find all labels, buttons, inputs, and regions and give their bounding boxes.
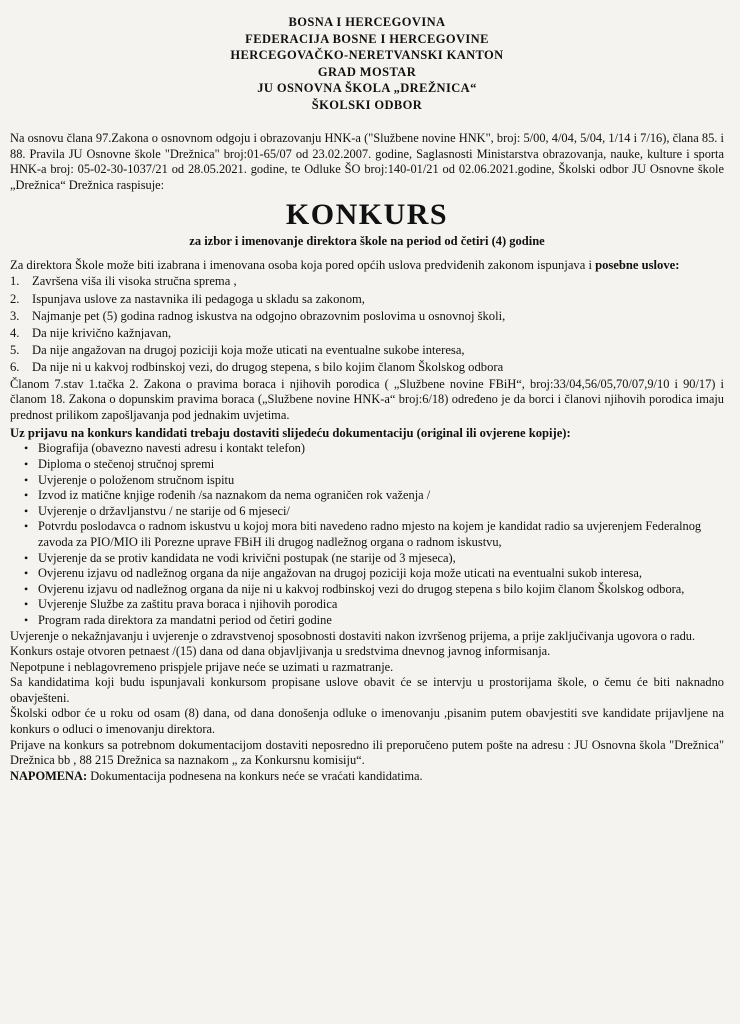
bullet-icon: • (24, 488, 29, 503)
document-item (10, 582, 724, 598)
document-text: Uvjerenje o položenom stručnom ispitu (38, 472, 235, 487)
closing-paragraph: Konkurs ostaje otvoren petnaest /(15) dana od dana objavljivanja u sredstvima dnevnog javnog informisanja. (10, 644, 551, 659)
header-line: ŠKOLSKI ODBOR (311, 97, 423, 112)
bullet-icon: • (24, 581, 29, 596)
bullet-icon: • (24, 472, 29, 487)
napomena-text: Dokumentacija podnesena na konkurs neće se vraćati kandidatima. (87, 768, 423, 783)
document-text: Program rada direktora za mandatni period od četiri godine (38, 612, 332, 627)
header-line: BOSNA I HERCEGOVINA (288, 15, 446, 29)
lead-text: Za direktora Škole može biti izabrana i imenovana osoba koja pored općih uslova predviđenih zakonom ispunjava i (10, 258, 596, 273)
document-item (10, 441, 724, 457)
condition-text: Ispunjava uslove za nastavnika ili pedagoga u skladu sa zakonom, (32, 291, 365, 306)
closing-paragraph: Sa kandidatima koji budu ispunjavali konkursom propisane uslove obavit će se intervju u prostorijama škole, o čemu će biti naknadno obavješteni. (10, 675, 724, 705)
condition-item (10, 325, 724, 342)
document-header (10, 14, 724, 113)
bullet-icon: • (24, 550, 29, 565)
document-item (10, 504, 724, 520)
document-text: Uvjerenje o državljanstvu / ne starije od 6 mjeseci/ (38, 503, 290, 518)
document-item (10, 597, 724, 613)
condition-item (10, 273, 724, 290)
closing-paragraphs (10, 629, 724, 769)
header-line: HERCEGOVAČKO-NERETVANSKI KANTON (230, 48, 504, 62)
condition-text: Da nije krivično kažnjavan, (32, 325, 172, 340)
condition-item (10, 342, 724, 359)
condition-item (10, 359, 724, 376)
condition-number: 6. (10, 360, 20, 375)
document-text: Uvjerenje da se protiv kandidata ne vodi krivični postupak (ne starije od 3 mjeseca), (38, 550, 456, 565)
document-item (10, 566, 724, 582)
intro-paragraph: Na osnovu člana 97.Zakona o osnovnom odgoju i obrazovanju HNK-a ("Službene novine HNK", broj: 5/00, 4/04, 5/04, 1/14 i 7/16), člana 85. i 88. Pravila JU Osnovne škole "Drežnica" broj:01-65/07 od 23.02.2007. godine, Saglasnosti Ministarstva obrazovanja, nauke, kulture i sporta HNK-a broj: 05-02-30-1037/21 od 28.05.2021. godine, te Odluke ŠO broj:140-01/21 od 02.06.2021.godine, Školski odbor JU Osnovne škole „Drežnica“ Drežnica raspisuje: (10, 131, 724, 192)
veterans-paragraph: Članom 7.stav 1.tačka 2. Zakona o pravima boraca i njihovih porodica ( „Službene novine FBiH“, broj:33/04,56/05,70/07,9/10 i 90/17) i članom 18. Zakona o dopunskim pravima boraca („Službene novine HNK-a“ broj:6/18) određeno je da borci i članovi njihovih porodica imaju prednost prilikom zapošljavanja pod jednakim uvjetima. (10, 376, 724, 422)
document-title: KONKURS (285, 198, 449, 232)
document-text: Potvrdu poslodavca o radnom iskustvu u kojoj mora biti navedeno radno mjesto na kojem je kandidat radio sa uvjerenjem Federalnog zavoda za PIO/MIO ili Porezne uprave FBiH ili drugog nadležnog organa o radnom iskustvu, (38, 519, 702, 549)
document-text: Izvod iz matične knjige rođenih /sa naznakom da nema ograničen rok važenja / (38, 488, 431, 503)
document-item (10, 473, 724, 489)
header-line: JU OSNOVNA ŠKOLA „DREŽNICA“ (257, 81, 477, 95)
document-item (10, 519, 724, 550)
documents-heading: Uz prijavu na konkurs kandidati trebaju dostaviti slijedeću dokumentaciju (original ili ovjerene kopije): (10, 426, 571, 441)
condition-text: Da nije ni u kakvoj rodbinskoj vezi, do drugog stepena, s bilo kojim članom Školskog odbora (32, 360, 504, 375)
bullet-icon: • (24, 612, 29, 627)
bullet-icon: • (24, 503, 29, 518)
document-subtitle: za izbor i imenovanje direktora škole na period od četiri (4) godine (189, 234, 545, 249)
bullet-icon: • (24, 456, 29, 471)
condition-text: Da nije angažovan na drugoj poziciji koja može uticati na eventualne sukobe interesa, (32, 343, 465, 358)
header-line: FEDERACIJA BOSNE I HERCEGOVINE (245, 31, 489, 46)
header-line: GRAD MOSTAR (317, 64, 417, 79)
condition-item (10, 291, 724, 308)
condition-number: 5. (10, 343, 20, 358)
lead-paragraph (10, 257, 724, 273)
condition-text: Najmanje pet (5) godina radnog iskustva na odgojno obrazovnim poslovima u osnovnoj školi, (32, 308, 506, 323)
lead-bold: posebne uslove: (595, 258, 680, 273)
bullet-icon: • (24, 566, 29, 581)
condition-number: 2. (10, 291, 20, 306)
condition-item (10, 308, 724, 325)
document-text: Ovjerenu izjavu od nadležnog organa da nije ni u kakvoj rodbinskoj vezi do drugog stepena s bilo kojim članom Školskog odbora, (38, 581, 685, 596)
document-text: Biografija (obavezno navesti adresu i kontakt telefon) (38, 441, 305, 456)
bullet-icon: • (24, 519, 29, 534)
document-text: Diploma o stečenoj stručnoj spremi (38, 456, 215, 471)
document-item (10, 457, 724, 473)
document-text: Uvjerenje Službe za zaštitu prava boraca i njihovih porodica (38, 597, 338, 612)
bullet-icon: • (24, 441, 29, 456)
condition-text: Završena viša ili visoka stručna sprema , (32, 274, 237, 289)
conditions-list (10, 273, 724, 376)
closing-paragraph: Uvjerenje o nekažnjavanju i uvjerenje o zdravstvenoj sposobnosti dostaviti nakon izvršenog prijema, a prije zaključivanja ugovora o radu. (10, 628, 696, 643)
document-item (10, 551, 724, 567)
closing-paragraph: Školski odbor će u roku od osam (8) dana, od dana donošenja odluke o imenovanju ,pisanim putem obavjestiti sve kandidate prijavljene na konkurs o odluci o imenovanju direktora. (10, 706, 724, 737)
condition-number: 3. (10, 308, 20, 323)
condition-number: 4. (10, 325, 20, 340)
documents-list (10, 441, 724, 628)
napomena (10, 769, 724, 785)
condition-number: 1. (10, 274, 20, 289)
document-item (10, 488, 724, 504)
closing-paragraph: Prijave na konkurs sa potrebnom dokumentacijom dostaviti neposredno ili preporučeno putem pošte na adresu : JU Osnovna škola "Drežnica" Drežnica bb , 88 215 Drežnica sa naznakom „ za Konkursnu komisiju“. (10, 737, 724, 768)
bullet-icon: • (24, 597, 29, 612)
napomena-label: NAPOMENA: (10, 768, 88, 783)
document-item (10, 613, 724, 629)
closing-paragraph: Nepotpune i neblagovremeno prispjele prijave neće se uzimati u razmatranje. (10, 659, 394, 674)
document-text: Ovjerenu izjavu od nadležnog organa da nije angažovan na drugoj poziciji koja može uticati na eventualni sukob interesa, (38, 566, 642, 581)
